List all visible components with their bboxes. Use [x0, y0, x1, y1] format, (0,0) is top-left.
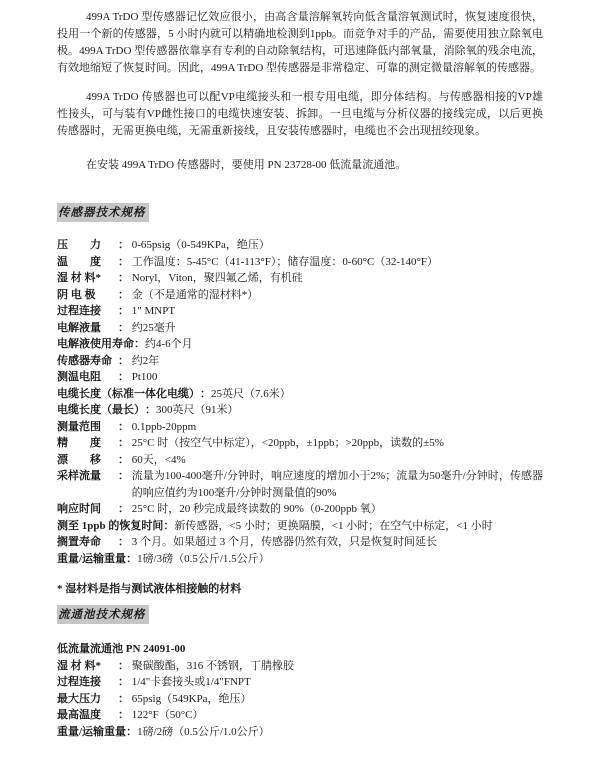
spec-label: 测至 1ppb 的恢复时间	[57, 519, 164, 532]
spec-separator: ：	[118, 255, 132, 268]
spec-separator: ：	[118, 676, 132, 688]
flowcell-spec-heading: 流通池技术规格	[57, 605, 149, 624]
spec-label: 精 度	[57, 437, 101, 449]
spec-row	[57, 303, 543, 320]
spec-label: 最大压力	[57, 692, 101, 705]
spec-row	[57, 674, 543, 691]
spec-value: 122°F（50°C）	[131, 709, 204, 721]
spec-row	[57, 353, 543, 370]
spec-separator: ：	[118, 288, 132, 301]
intro-paragraph-3: 在安装 499A TrDO 传感器时，要使用 PN 23728-00 低流量流通池。	[86, 159, 407, 171]
spec-separator: ：	[118, 272, 132, 284]
spec-row	[57, 419, 543, 436]
spec-row	[57, 452, 543, 469]
spec-label: 重量/运输重量	[57, 725, 127, 738]
spec-separator: ：	[118, 692, 132, 705]
spec-separator: ：	[126, 725, 138, 738]
spec-separator: ：	[145, 404, 156, 416]
spec-row	[57, 386, 543, 403]
spec-label: 压 力	[57, 239, 101, 251]
spec-row	[57, 551, 543, 568]
spec-separator: ：	[118, 371, 132, 383]
spec-row	[57, 287, 543, 304]
spec-separator: ：	[118, 536, 132, 548]
spec-row	[57, 707, 543, 724]
spec-value: 1磅/2磅（0.5公斤/1.0公斤）	[137, 725, 270, 738]
spec-label: 过程连接	[57, 676, 101, 688]
spec-label: 电缆长度（标准一体化电缆）	[57, 387, 200, 400]
spec-value: Pt100	[131, 371, 158, 383]
spec-separator: ：	[200, 387, 211, 400]
spec-label: 电解液量	[57, 321, 101, 334]
spec-label: 漂 移	[57, 453, 101, 466]
spec-row	[57, 468, 543, 501]
spec-separator: ：	[118, 305, 132, 317]
spec-row	[57, 518, 543, 535]
spec-row	[57, 336, 543, 353]
intro-paragraph-2: 499A TrDO 传感器也可以配VP电缆接头和一根专用电缆，即分体结构。与传感器相接的VP雄性接头，可与装有VP雌性接口的电缆快速安装、拆卸。一旦电缆与分析仪器的接线完成，以后更换传感器时，无需更换电缆，无需重新接线，且安装传感器时，电缆也不会出现扭绞现象。	[57, 91, 543, 137]
spec-row	[57, 658, 543, 675]
spec-value: 约4-6个月	[145, 338, 193, 350]
spec-value: 0-65psig（0-549KPa，绝压）	[131, 239, 270, 251]
spec-separator: ：	[118, 239, 132, 251]
spec-label: 湿 材 料*	[57, 272, 101, 284]
spec-value: 新传感器，<5 小时；更换隔膜，<1 小时；在空气中标定，<1 小时	[174, 519, 493, 532]
intro-paragraph-1: 499A TrDO 型传感器记忆效应很小，由高含量溶解氧转向低含量溶氧测试时，恢复速度很快，投用一个新的传感器，5 小时内就可以精确地检测到1ppb。而竞争对手的产品，需要使用独立除氧电极。499A TrDO 型传感器依靠享有专利的自动除氧结构，可迅速降低内部氧量，消除氧的残余电流，有效地缩短了恢复时间。因此，499A TrDO 型传感器是非常稳定、可靠的测定微量溶解氧的传感器。	[57, 11, 543, 74]
spec-value: 25°C 时（按空气中标定），<20ppb，±1ppb；>20ppb，读数的±5%	[131, 437, 444, 449]
spec-label: 传感器寿命	[57, 354, 112, 367]
spec-value: 1/4"卡套接头或1/4"FNPT	[131, 676, 251, 688]
spec-value: 金（不是通常的湿材料*）	[131, 288, 259, 301]
spec-value: 工作温度：5-45°C（41-113°F）；储存温度：0-60°C（32-140°F）	[131, 255, 438, 268]
spec-label: 响应时间	[57, 503, 101, 515]
spec-value: 300英尺（91米）	[156, 404, 239, 416]
spec-separator: ：	[118, 354, 132, 367]
spec-value: 约25毫升	[131, 321, 176, 334]
spec-value: 0.1ppb-20ppm	[131, 420, 197, 433]
spec-row	[57, 320, 543, 337]
spec-label: 阴 电 极	[57, 288, 96, 301]
spec-separator: ：	[118, 709, 132, 721]
spec-value: 1" MNPT	[131, 305, 176, 317]
spec-separator: ：	[118, 437, 132, 449]
flowcell-spec-heading-wrap	[57, 605, 543, 624]
spec-row	[57, 369, 543, 386]
spec-value: 1磅/3磅（0.5公斤/1.5公斤）	[137, 552, 270, 565]
spec-label: 测量范围	[57, 420, 101, 433]
sensor-spec-heading-wrap	[57, 203, 543, 222]
spec-row	[57, 237, 543, 254]
spec-row	[57, 402, 543, 419]
wetted-material-footnote: * 湿材料是指与测试液体相接触的材料	[57, 583, 242, 595]
spec-label: 采样流量	[57, 470, 101, 482]
spec-label: 测温电阻	[57, 371, 101, 383]
spec-row	[57, 691, 543, 708]
spec-value: 聚碳酸酯，316 不锈钢，丁腈橡胶	[131, 659, 294, 672]
spec-separator: ：	[126, 552, 138, 565]
spec-label: 电解液使用寿命	[57, 338, 134, 350]
spec-separator: ：	[118, 470, 132, 482]
spec-label: 湿 材 料*	[57, 659, 101, 672]
spec-value: 25英尺（7.6米）	[211, 387, 291, 400]
flowcell-model-line: 低流量流通池 PN 24091-00	[57, 643, 186, 655]
spec-value: 65psig（549KPa，绝压）	[131, 692, 252, 705]
flowcell-spec-list	[57, 658, 543, 741]
spec-label: 温 度	[57, 255, 101, 268]
spec-separator: ：	[118, 321, 132, 334]
spec-separator: ：	[118, 503, 132, 515]
spec-value: 60天，<4%	[131, 453, 186, 466]
spec-separator: ：	[118, 420, 132, 433]
spec-value: 3 个月。如果超过 3 个月，传感器仍然有效，只是恢复时间延长	[131, 536, 437, 548]
spec-value: 流量为100-400毫升/分钟时，响应速度的增加小于2%；流量为50毫升/分钟时，传感器的响应值约为100毫升/分钟时测量值的90%	[131, 470, 543, 499]
spec-separator: ：	[134, 338, 145, 350]
spec-row	[57, 534, 543, 551]
sensor-spec-list	[57, 237, 543, 567]
spec-separator: ：	[163, 519, 175, 532]
spec-value: Noryl，Viton，聚四氟乙烯，有机硅	[131, 272, 303, 284]
spec-label: 重量/运输重量	[57, 552, 127, 565]
spec-row	[57, 270, 543, 287]
spec-separator: ：	[118, 453, 132, 466]
spec-value: 25°C 时，20 秒完成最终读数的 90%（0-200ppb 氧）	[131, 503, 382, 515]
spec-row	[57, 724, 543, 741]
spec-label: 最高温度	[57, 709, 101, 721]
spec-row	[57, 435, 543, 452]
spec-label: 过程连接	[57, 305, 101, 317]
spec-separator: ：	[118, 659, 132, 672]
spec-label: 电缆长度（最长）	[57, 404, 145, 416]
sensor-spec-heading: 传感器技术规格	[57, 203, 149, 222]
spec-row	[57, 501, 543, 518]
spec-row	[57, 254, 543, 271]
spec-value: 约2年	[131, 354, 160, 367]
spec-label: 搁置寿命	[57, 536, 101, 548]
